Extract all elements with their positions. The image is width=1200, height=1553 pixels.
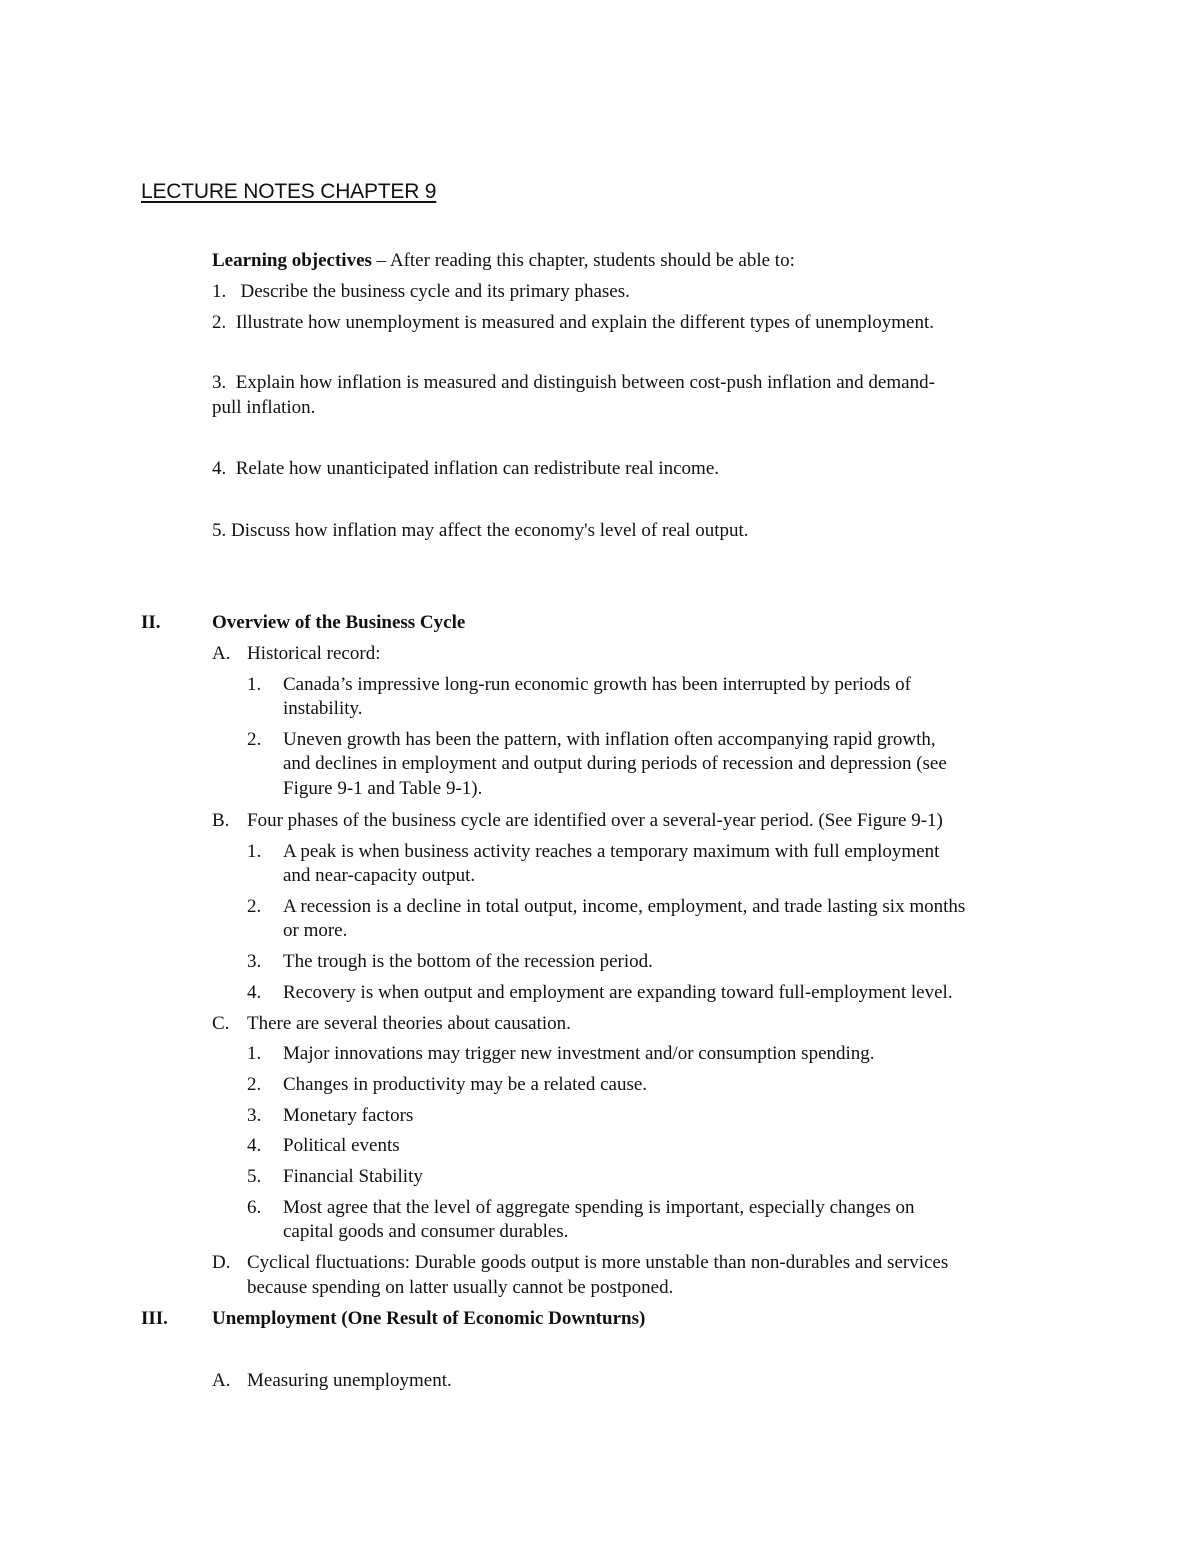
outline-letter: A. [212,1370,231,1391]
outline-number: 1. [247,841,262,862]
outline-subitem-text: and near-capacity output. [283,865,476,886]
objective-text: Explain how inflation is measured and distinguish between cost-push inflation and demand- [235,372,935,393]
objective-item [212,372,935,394]
objective-item [212,458,719,480]
objective-item [212,520,749,542]
outline-number: 6. [247,1197,262,1218]
outline-letter: D. [212,1252,231,1273]
outline-subitem-text: and declines in employment and output during periods of recession and depression (see [283,753,947,774]
outline-letter: C. [212,1013,230,1034]
page-title: LECTURE NOTES CHAPTER 9 [141,180,437,203]
objective-number: 5. [212,520,227,541]
outline-item-text: Four phases of the business cycle are identified over a several-year period. (See Figure 9-1) [247,810,943,831]
outline-subitem-text: capital goods and consumer durables. [283,1221,569,1242]
outline-subitem-text: or more. [283,920,348,941]
outline-item-text: Measuring unemployment. [247,1370,452,1391]
outline-subitem-text: Recovery is when output and employment are expanding toward full-employment level. [283,982,953,1003]
outline-letter: A. [212,643,231,664]
outline-subitem-text: Canada’s impressive long-run economic growth has been interrupted by periods of [283,674,911,695]
objective-item [212,281,630,303]
outline-subitem-text: Monetary factors [283,1105,414,1126]
outline-subitem-text: Political events [283,1135,400,1156]
outline-number: 5. [247,1166,262,1187]
objectives-heading: Learning objectives [212,250,372,271]
section-heading: Unemployment (One Result of Economic Downturns) [212,1308,646,1329]
outline-subitem-text: A recession is a decline in total output, income, employment, and trade lasting six months [283,896,966,917]
outline-subitem-text: instability. [283,698,363,719]
section-numeral: II. [141,612,161,633]
section-heading: Overview of the Business Cycle [212,612,466,633]
outline-number: 2. [247,729,262,750]
objective-text: Relate how unanticipated inflation can redistribute real income. [235,458,720,479]
outline-letter: B. [212,810,230,831]
objective-continuation: pull inflation. [212,397,316,418]
outline-item-text: Historical record: [247,643,381,664]
objective-text: Illustrate how unemployment is measured and explain the different types of unemployment. [235,312,934,333]
outline-number: 4. [247,1135,262,1156]
objective-number: 4. [212,458,227,479]
outline-subitem-text: Financial Stability [283,1166,423,1187]
objectives-intro-text: – After reading this chapter, students should be able to: [371,250,795,271]
outline-item-text: because spending on latter usually cannot be postponed. [247,1277,674,1298]
outline-subitem-text: Major innovations may trigger new investment and/or consumption spending. [283,1043,875,1064]
outline-number: 2. [247,1074,262,1095]
objective-number: 1. [212,281,227,302]
outline-number: 4. [247,982,262,1003]
outline-item-text: There are several theories about causation. [247,1013,571,1034]
outline-number: 1. [247,674,262,695]
objective-item [212,312,934,334]
outline-subitem-text: Changes in productivity may be a related cause. [283,1074,648,1095]
outline-item-text: Cyclical fluctuations: Durable goods output is more unstable than non-durables and services [247,1252,949,1273]
outline-number: 3. [247,951,262,972]
objective-number: 2. [212,312,227,333]
outline-subitem-text: A peak is when business activity reaches a temporary maximum with full employment [283,841,940,862]
objectives-intro [212,250,795,272]
outline-number: 2. [247,896,262,917]
outline-subitem-text: Uneven growth has been the pattern, with inflation often accompanying rapid growth, [283,729,936,750]
outline-subitem-text: Most agree that the level of aggregate spending is important, especially changes on [283,1197,915,1218]
objective-number: 3. [212,372,227,393]
outline-subitem-text: The trough is the bottom of the recession period. [283,951,653,972]
outline-number: 1. [247,1043,262,1064]
objective-text: Describe the business cycle and its primary phases. [240,281,630,302]
objective-text: Discuss how inflation may affect the economy's level of real output. [231,520,749,541]
outline-number: 3. [247,1105,262,1126]
section-numeral: III. [141,1308,168,1329]
outline-subitem-text: Figure 9-1 and Table 9-1). [283,778,483,799]
